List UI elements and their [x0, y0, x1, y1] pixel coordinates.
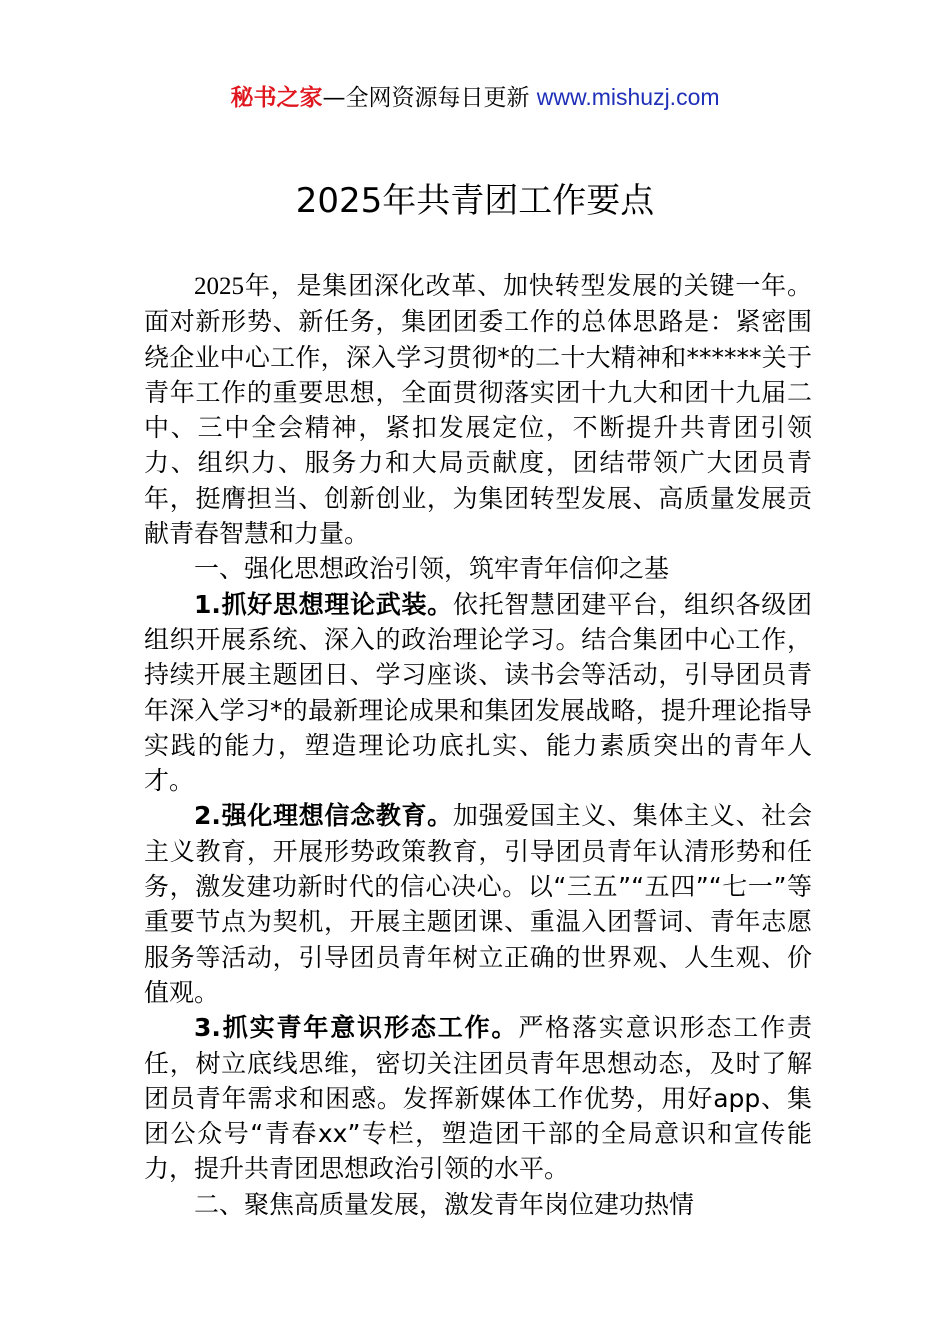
site-slogan: —全网资源每日更新: [322, 85, 537, 111]
item-paragraph-2: [144, 798, 812, 1010]
intro-text: 年，是集团深化改革、加快转型发展的关键一年。面对新形势、新任务，集团团委工作的总体思路是：紧密围绕企业中心工作，深入学习贯彻*的二十大精神和******关于青年工作的重要思想，全面贯彻落实团十九大和团十九届二中、三中全会精神，紧扣发展定位，不断提升共青团引领力、组织力、服务力和大局贡献度，团结带领广大团员青年，挺膺担当、创新创业，为集团转型发展、高质量发展贡献青春智慧和力量。: [144, 271, 812, 549]
site-name: 秘书之家: [230, 85, 323, 111]
item-title-3: 3.抓实青年意识形态工作。: [194, 1013, 519, 1043]
intro-paragraph: [144, 268, 812, 551]
item-title-2: 2.强化理想信念教育。: [194, 801, 453, 831]
item-paragraph-3: [144, 1010, 812, 1186]
item-text-3: 严格落实意识形态工作责任，树立底线思维，密切关注团员青年思想动态，及时了解团员青年需求和困惑。发挥新媒体工作优势，用好app、集团公众号“青春xx”专栏，塑造团干部的全局意识和宣传能力，提升共青团思想政治引领的水平。: [144, 1013, 812, 1184]
section-heading-2: 二、聚焦高质量发展，激发青年岗位建功热情: [194, 1189, 695, 1219]
intro-year: 2025: [194, 273, 244, 300]
item-text-2: 加强爱国主义、集体主义、社会主义教育，开展形势政策教育，引导团员青年认清形势和任务，激发建功新时代的信心决心。以“三五”“五四”“七一”等重要节点为契机，开展主题团课、重温入团誓词、青年志愿服务等活动，引导团员青年树立正确的世界观、人生观、价值观。: [144, 801, 812, 1007]
site-banner: [0, 80, 950, 115]
item-paragraph-1: [144, 587, 812, 799]
item-title-1: 1.抓好思想理论武装。: [194, 589, 453, 619]
site-url-link[interactable]: www.mishuzj.com: [536, 84, 720, 110]
section-heading-1: 一、强化思想政治引领，筑牢青年信仰之基: [194, 554, 670, 584]
document-title: 2025年共青团工作要点: [295, 181, 655, 221]
item-text-1: 依托智慧团建平台，组织各级团组织开展系统、深入的政治理论学习。结合集团中心工作，持续开展主题团日、学习座谈、读书会等活动，引导团员青年深入学习*的最新理论成果和集团发展战略，提升理论指导实践的能力，塑造理论功底扎实、能力素质突出的青年人才。: [144, 589, 812, 796]
document-body: [144, 268, 812, 1222]
